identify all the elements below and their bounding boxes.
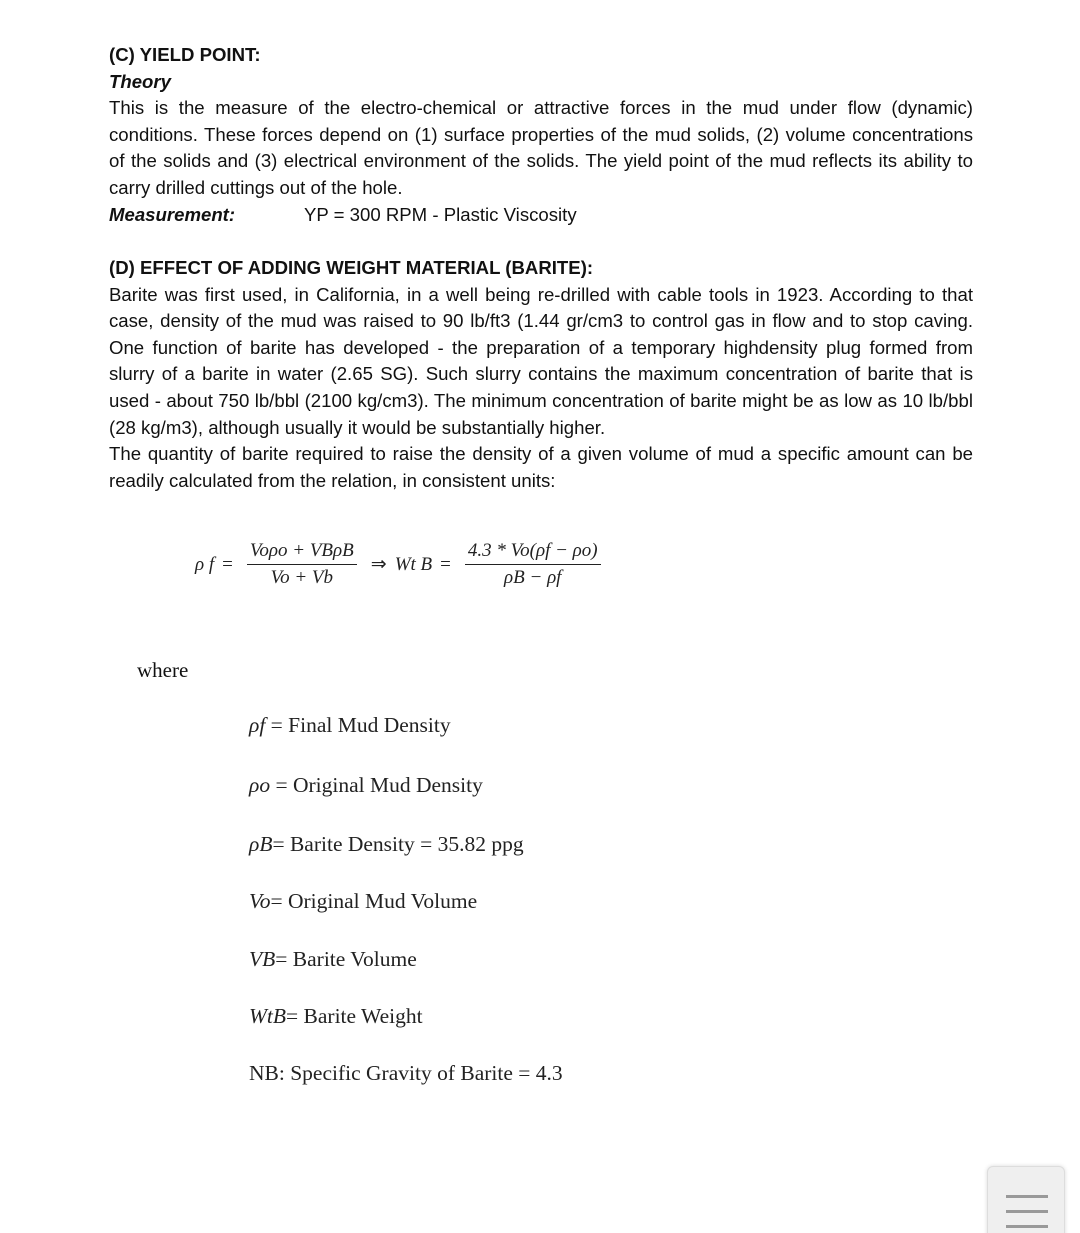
definition-text: = Final Mud Density <box>265 713 451 737</box>
equals-sign: = <box>440 553 451 575</box>
fraction-final-density <box>247 540 357 589</box>
section-yield-point <box>109 42 973 228</box>
heading-barite: (D) EFFECT OF ADDING WEIGHT MATERIAL (BARITE): <box>109 257 594 278</box>
paragraph-barite-1: Barite was first used, in California, in a well being re-drilled with cable tools in 1923. According to that case, density of the mud was raised to 90 lb/ft3 (1.44 gr/cm3 to control gas in flow and to stop caving. One function of barite has developed - the preparation of a temporary highdensity plug formed from slurry of a barite in water (2.65 SG). Such slurry contains the maximum concentration of barite that is used - about 750 lb/bbl (2100 kg/cm3). The minimum concentration of barite might be as low as 10 lb/bbl (28 kg/m3), although usually it would be substantially higher. <box>109 283 973 438</box>
fraction-numerator: Voρo + VBρB <box>247 540 357 565</box>
fraction-numerator: 4.3 * Vo(ρf − ρo) <box>465 540 601 565</box>
definition-text: = Barite Density = 35.82 ppg <box>272 832 524 856</box>
menu-icon <box>1006 1195 1048 1198</box>
definition-text: = Original Mud Density <box>270 773 483 797</box>
definition-original-volume <box>249 889 477 914</box>
definition-text: = Barite Weight <box>286 1004 423 1028</box>
barite-formula <box>195 540 607 589</box>
definition-final-density <box>249 713 451 738</box>
formula-lhs-weight: Wt B <box>394 553 433 575</box>
paragraph-yield-point: This is the measure of the electro-chemical or attractive forces in the mud under flow (dynamic) conditions. These forces depend on (1) surface properties of the mud solids, (2) volume concentrations of the solids and (3) electrical environment of the solids. The yield point of the mud reflects its ability to carry drilled cuttings out of the hole. <box>109 97 973 198</box>
symbol: ρB <box>249 832 273 856</box>
measurement-label: Measurement: <box>109 203 236 225</box>
specific-gravity-note: NB: Specific Gravity of Barite = 4.3 <box>249 1061 563 1085</box>
definition-text: = Original Mud Volume <box>270 889 478 913</box>
equals-sign: = <box>222 553 233 575</box>
symbol: WtB <box>249 1004 287 1028</box>
definition-barite-weight <box>249 1004 423 1029</box>
definition-text: = Barite Volume <box>275 947 417 971</box>
formula-lhs: ρ f <box>195 553 215 575</box>
symbol: Vo <box>249 889 271 913</box>
implies-arrow: ⇒ <box>370 554 387 575</box>
symbol: VB <box>249 947 276 971</box>
heading-yield-point: (C) YIELD POINT: <box>109 44 261 65</box>
menu-icon <box>1006 1225 1048 1228</box>
definition-original-density <box>249 773 483 798</box>
fraction-denominator: ρB − ρf <box>504 567 562 588</box>
fraction-barite-weight <box>465 540 601 589</box>
section-barite <box>109 255 973 494</box>
paragraph-barite-2: The quantity of barite required to raise the density of a given volume of mud a specific amount can be readily calculated from the relation, in consistent units: <box>109 443 973 491</box>
where-label: where <box>137 658 189 682</box>
definition-barite-density <box>249 832 524 857</box>
menu-icon <box>1006 1210 1048 1213</box>
menu-button[interactable] <box>987 1166 1065 1233</box>
measurement-value: YP = 300 RPM - Plastic Viscosity <box>304 203 577 225</box>
subheading-theory: Theory <box>109 70 171 92</box>
definition-barite-volume <box>249 947 417 972</box>
symbol: ρf <box>249 713 266 737</box>
fraction-denominator: Vo + Vb <box>270 567 334 588</box>
symbol: ρo <box>249 773 271 797</box>
